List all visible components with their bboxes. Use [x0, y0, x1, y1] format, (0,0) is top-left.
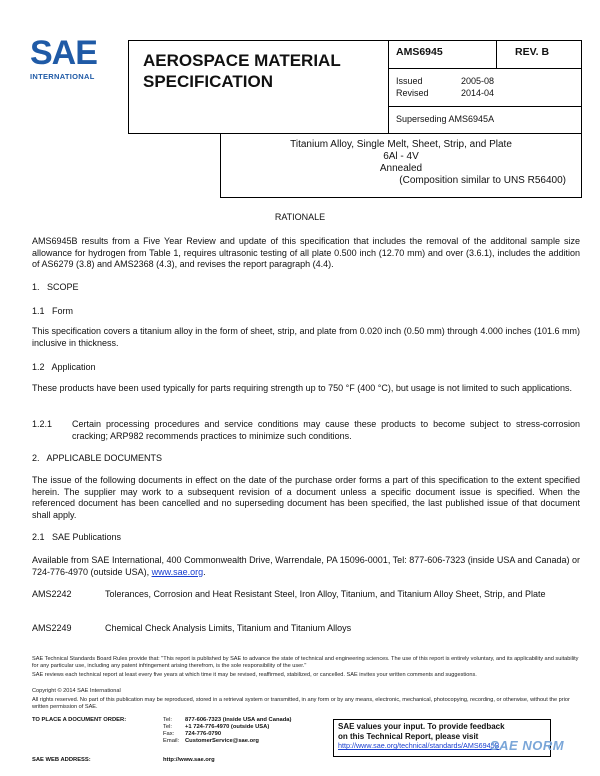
- material-title-line-2: 6Al - 4V: [383, 151, 419, 162]
- revised-label: Revised: [396, 88, 429, 98]
- tel1-label: Tel:: [163, 717, 173, 723]
- material-title-line-1: Titanium Alloy, Single Melt, Sheet, Strip, and Plate: [290, 139, 512, 150]
- superseding-text: Superseding AMS6945A: [396, 114, 495, 124]
- section-1-1-text: This specification covers a titanium alloy in the form of sheet, strip, and plate from 0.020 inch (0.50 mm) through 4.000 inches (101.6 mm) inclusive in thickness.: [32, 326, 580, 348]
- section-1-2-1-number: 1.2.1: [32, 419, 53, 429]
- section-2-1-heading: 2.1 SAE Publications: [32, 532, 122, 542]
- document-type-title: [143, 50, 383, 92]
- rationale-text: AMS6945B results from a Five Year Review and update of this specification that includes the removal of the additonal sample size allowance for hydrogen from Table 1, requires ultrasonic testing of all plate 0.500 inch (12.70 mm) and over (3.6.1), includes the addition of AS6279 (3.8) and AMS2368 (4.3), and revises the report paragraph (4.4).: [32, 236, 580, 269]
- logo-text: SAE: [30, 34, 97, 72]
- watermark: SAE NORM: [490, 738, 565, 753]
- web-value[interactable]: http://www.sae.org: [163, 757, 215, 763]
- section-1-1-heading: 1.1 Form: [32, 306, 74, 316]
- revised-value: 2014-04: [461, 88, 495, 98]
- ref-ams2242-code: AMS2242: [32, 589, 72, 599]
- footer-review-note: SAE reviews each technical report at least every five years at which time it may be revised, reaffirmed, stabilized, or cancelled. SAE invites your written comments and suggestions.: [32, 672, 477, 678]
- tel2-value: +1 724-776-4970 (outside USA): [185, 724, 270, 730]
- section-1-2-text: These products have been used typically for parts requiring strength up to 750 °F (400 °C), but usage is not limited to such applications.: [32, 383, 572, 393]
- header-rule-1: [388, 68, 582, 69]
- issued-value: 2005-08: [461, 76, 495, 86]
- rationale-heading: RATIONALE: [274, 212, 326, 222]
- rev-divider: [496, 40, 497, 68]
- section-2-1-text: Available from SAE International, 400 Commonwealth Drive, Warrendale, PA 15096-0001, Tel: 877-606-7323 (inside USA and Canada) or 724-776-4970 (outside USA), www.sae.org.: [32, 555, 580, 577]
- material-title-line-4: (Composition similar to UNS R56400): [399, 175, 566, 186]
- tel2-label: Tel:: [163, 724, 173, 730]
- ref-ams2242-text: Tolerances, Corrosion and Heat Resistant Steel, Iron Alloy, Titanium, and Titanium Alloy Sheet, Strip, and Plate: [105, 589, 546, 599]
- title-line-2: SPECIFICATION: [143, 72, 274, 91]
- tel1-value: 877-606-7323 (inside USA and Canada): [185, 717, 292, 723]
- footer-disclaimer: SAE Technical Standards Board Rules provide that: "This report is published by SAE to advance the state of technical and engineering sciences. The use of this report is entirely voluntary, and its applicability and suitability for any particular use, including any patent infringement arising therefrom, is the sole responsibility of the user.": [32, 656, 579, 669]
- section-1-heading: 1. SCOPE: [32, 282, 79, 292]
- order-label: TO PLACE A DOCUMENT ORDER:: [32, 717, 127, 723]
- section-1-2-heading: 1.2 Application: [32, 362, 96, 372]
- header-divider: [388, 40, 389, 134]
- section-2-text: The issue of the following documents in effect on the date of the purchase order forms a part of this specification to the extent specified herein. The supplier may work to a subsequent revision of a document unless a specific document issue is specified. When the referenced document has been cancelled and no superseding document has been specified, the last published issue of that document shall apply.: [32, 475, 580, 520]
- fax-value: 724-776-0790: [185, 731, 222, 737]
- material-title-line-3: Annealed: [379, 163, 423, 174]
- footer-copyright: Copyright © 2014 SAE International: [32, 688, 121, 694]
- revision-label: REV. B: [515, 46, 550, 58]
- sae-logo: [30, 36, 118, 88]
- ref-ams2249-text: Chemical Check Analysis Limits, Titanium and Titanium Alloys: [105, 623, 352, 633]
- sae-website-link[interactable]: www.sae.org: [151, 566, 204, 577]
- ref-ams2249-code: AMS2249: [32, 623, 72, 633]
- issued-label: Issued: [396, 76, 423, 86]
- title-line-1: AEROSPACE MATERIAL: [143, 51, 341, 70]
- logo-subtitle: INTERNATIONAL: [30, 72, 95, 81]
- fax-label: Fax:: [163, 731, 175, 737]
- feedback-line-1: SAE values your input. To provide feedback: [338, 722, 505, 731]
- section-2-1-body: Available from SAE International, 400 Commonwealth Drive, Warrendale, PA 15096-0001, Tel: 877-606-7323 (inside USA and Canada) or 724-776-4970 (outside USA),: [32, 555, 580, 577]
- material-title: [220, 139, 582, 187]
- section-1-2-1-text: Certain processing procedures and service conditions may cause these products to become subject to stress-corrosion cracking; ARP982 recommends practices to minimize such conditions.: [72, 419, 580, 441]
- email-label: Email:: [163, 738, 180, 744]
- footer-rights: All rights reserved. No part of this publication may be reproduced, stored in a retrieval system or transmitted, in any form or by any means, electronic, mechanical, photocopying, recording, or otherwise, without the prior written permission of SAE.: [32, 697, 570, 710]
- web-label: SAE WEB ADDRESS:: [32, 757, 91, 763]
- feedback-line-2: on this Technical Report, please visit: [338, 731, 479, 741]
- document-number: AMS6945: [396, 46, 443, 58]
- section-2-heading: 2. APPLICABLE DOCUMENTS: [32, 453, 163, 463]
- feedback-link[interactable]: http://www.sae.org/technical/standards/AMS6945B: [338, 741, 500, 750]
- header-rule-2: [388, 106, 582, 107]
- email-value[interactable]: CustomerService@sae.org: [185, 738, 259, 744]
